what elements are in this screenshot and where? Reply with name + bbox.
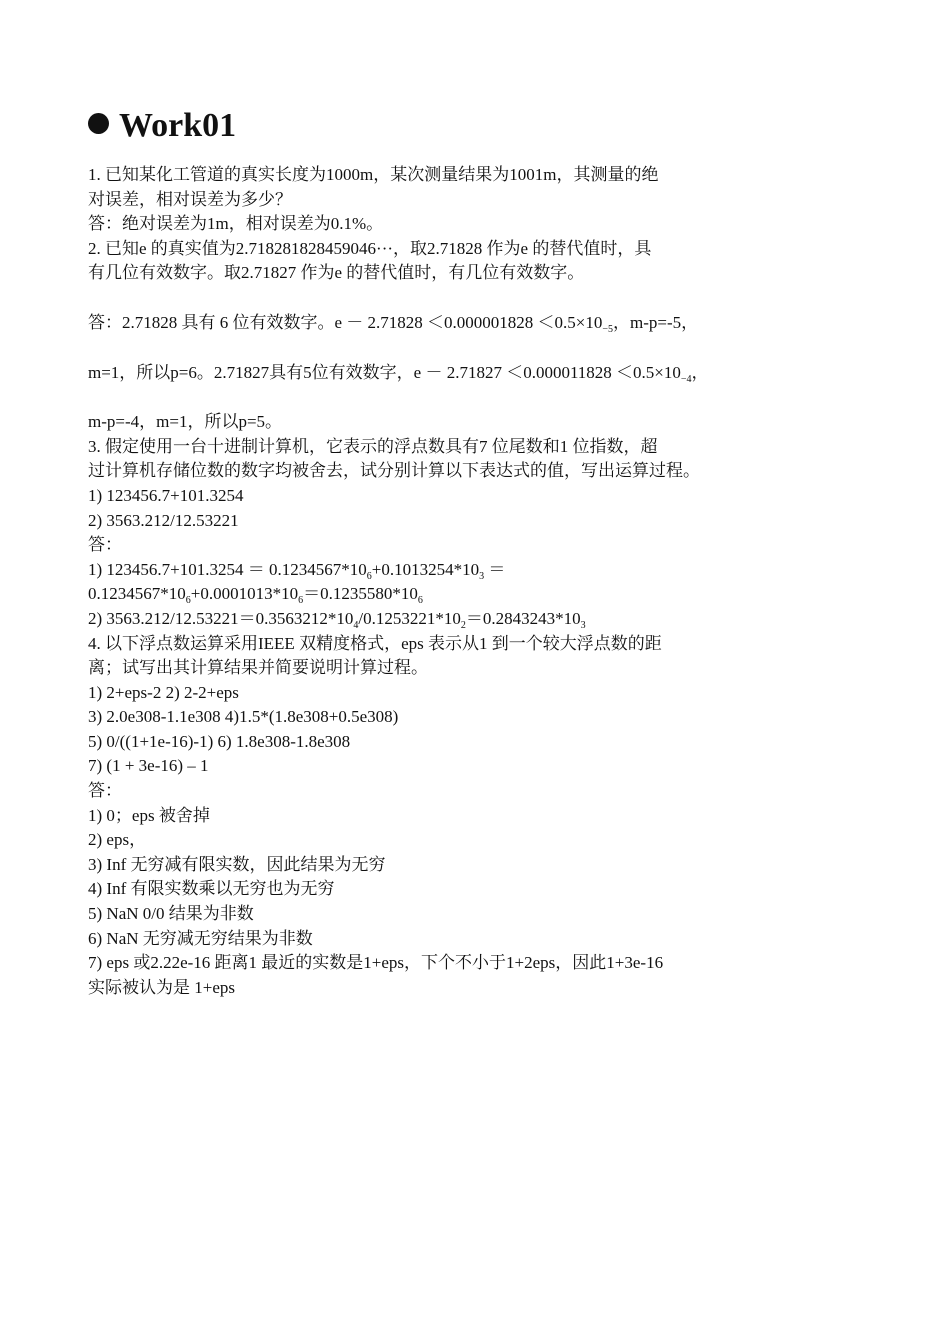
q1-line-1: 1. 已知某化工管道的真实长度为1000m，某次测量结果为1001m，其测量的绝: [88, 165, 659, 184]
text-segment: m=1，所以p=6。2.71827具有5位有效数字，e － 2.71827 ＜0.000011828 ＜0.5×10: [88, 362, 681, 382]
exponent: 6: [417, 595, 423, 607]
q1-line-2: 对误差，相对误差为多少？: [88, 189, 292, 209]
exponent: 3: [479, 570, 485, 582]
q4-answer-label: 答：: [88, 781, 122, 801]
page-title-text: Work01: [119, 107, 237, 144]
q3-answer-1: [88, 558, 878, 583]
text-segment: ＝0.1235580*10: [303, 584, 418, 604]
q2-line-2: 有几位有效数字。取2.71827 作为e 的替代值时，有几位有效数字。: [88, 263, 585, 283]
exponent: 4: [353, 619, 359, 631]
q4-item-4: 7) (1 + 3e-16) – 1: [88, 756, 209, 776]
text-segment: +0.0001013*10: [190, 584, 299, 604]
text-segment: 1) 123456.7+101.3254 ＝ 0.1234567*10: [88, 559, 367, 579]
text-segment: ＝: [484, 559, 506, 579]
text-segment: ，m-p=-5，: [613, 312, 699, 332]
q3-item-1: 1) 123456.7+101.3254: [88, 485, 244, 505]
exponent: −5: [602, 323, 614, 335]
q3-item-2: 2) 3563.212/12.53221: [88, 510, 239, 530]
q3-line-2: 过计算机存储位数的数字均被舍去，试分别计算以下表达式的值，写出运算过程。: [88, 461, 700, 481]
q2-line-1: 2. 已知e 的真实值为2.718281828459046···，取2.71828 作为e 的替代值时，具: [88, 238, 652, 258]
q4-answer-6: 6) NaN 无穷减无穷结果为非数: [88, 928, 313, 948]
q1-answer: 答：绝对误差为1m，相对误差为0.1%。: [88, 214, 384, 234]
q2-answer-line-3: m-p=-4，m=1，所以p=5。: [88, 412, 283, 432]
exponent: 2: [460, 619, 466, 631]
q3-answer-label: 答：: [88, 535, 122, 555]
document-body: [88, 163, 878, 1000]
q4-answer-5: 5) NaN 0/0 结果为非数: [88, 904, 254, 924]
exponent: 3: [580, 619, 586, 631]
spacer: [88, 385, 878, 410]
text-segment: +0.1013254*10: [371, 559, 480, 579]
q4-answer-1: 1) 0；eps 被舍掉: [88, 805, 210, 825]
text-segment: ＝0.2843243*10: [465, 608, 581, 628]
text-segment: ，: [691, 362, 709, 382]
q2-answer-line-1: [88, 311, 878, 336]
page-title: [88, 104, 236, 148]
q3-answer-1-cont: [88, 582, 878, 607]
bullet-dot-icon: [88, 113, 109, 134]
exponent: 6: [185, 595, 191, 607]
text-segment: 2) 3563.212/12.53221＝0.3563212*10: [88, 608, 354, 628]
q4-answer-7: 7) eps 或2.22e-16 距离1 最近的实数是1+eps，下个不小于1+2eps，因此1+3e-16: [88, 953, 664, 973]
text-segment: /0.1253221*10: [358, 608, 461, 628]
q2-answer-line-2: [88, 361, 878, 386]
text-segment: 答：2.71828 具有 6 位有效数字。e － 2.71828 ＜0.000001828 ＜0.5×10: [88, 312, 603, 332]
q4-answer-3: 3) Inf 无穷减有限实数，因此结果为无穷: [88, 854, 386, 874]
q4-item-1: 1) 2+eps-2 2) 2-2+eps: [88, 682, 239, 702]
q4-answer-2: 2) eps，: [88, 830, 147, 850]
q3-answer-2: [88, 607, 878, 632]
spacer: [88, 286, 878, 311]
q4-line-1: 4. 以下浮点数运算采用IEEE 双精度格式，eps 表示从1 到一个较大浮点数的距: [88, 633, 662, 653]
q4-line-2: 离；试写出其计算结果并简要说明计算过程。: [88, 658, 428, 678]
q4-answer-7-cont: 实际被认为是 1+eps: [88, 977, 235, 997]
spacer: [88, 336, 878, 361]
q4-item-3: 5) 0/((1+1e-16)-1) 6) 1.8e308-1.8e308: [88, 731, 351, 751]
exponent: 6: [298, 595, 304, 607]
q3-line-1: 3. 假定使用一台十进制计算机，它表示的浮点数具有7 位尾数和1 位指数，超: [88, 436, 658, 456]
exponent: −4: [680, 373, 692, 385]
text-segment: 0.1234567*10: [88, 584, 186, 604]
q4-answer-4: 4) Inf 有限实数乘以无穷也为无穷: [88, 879, 335, 899]
exponent: 6: [366, 570, 372, 582]
q4-item-2: 3) 2.0e308-1.1e308 4)1.5*(1.8e308+0.5e308): [88, 707, 399, 727]
